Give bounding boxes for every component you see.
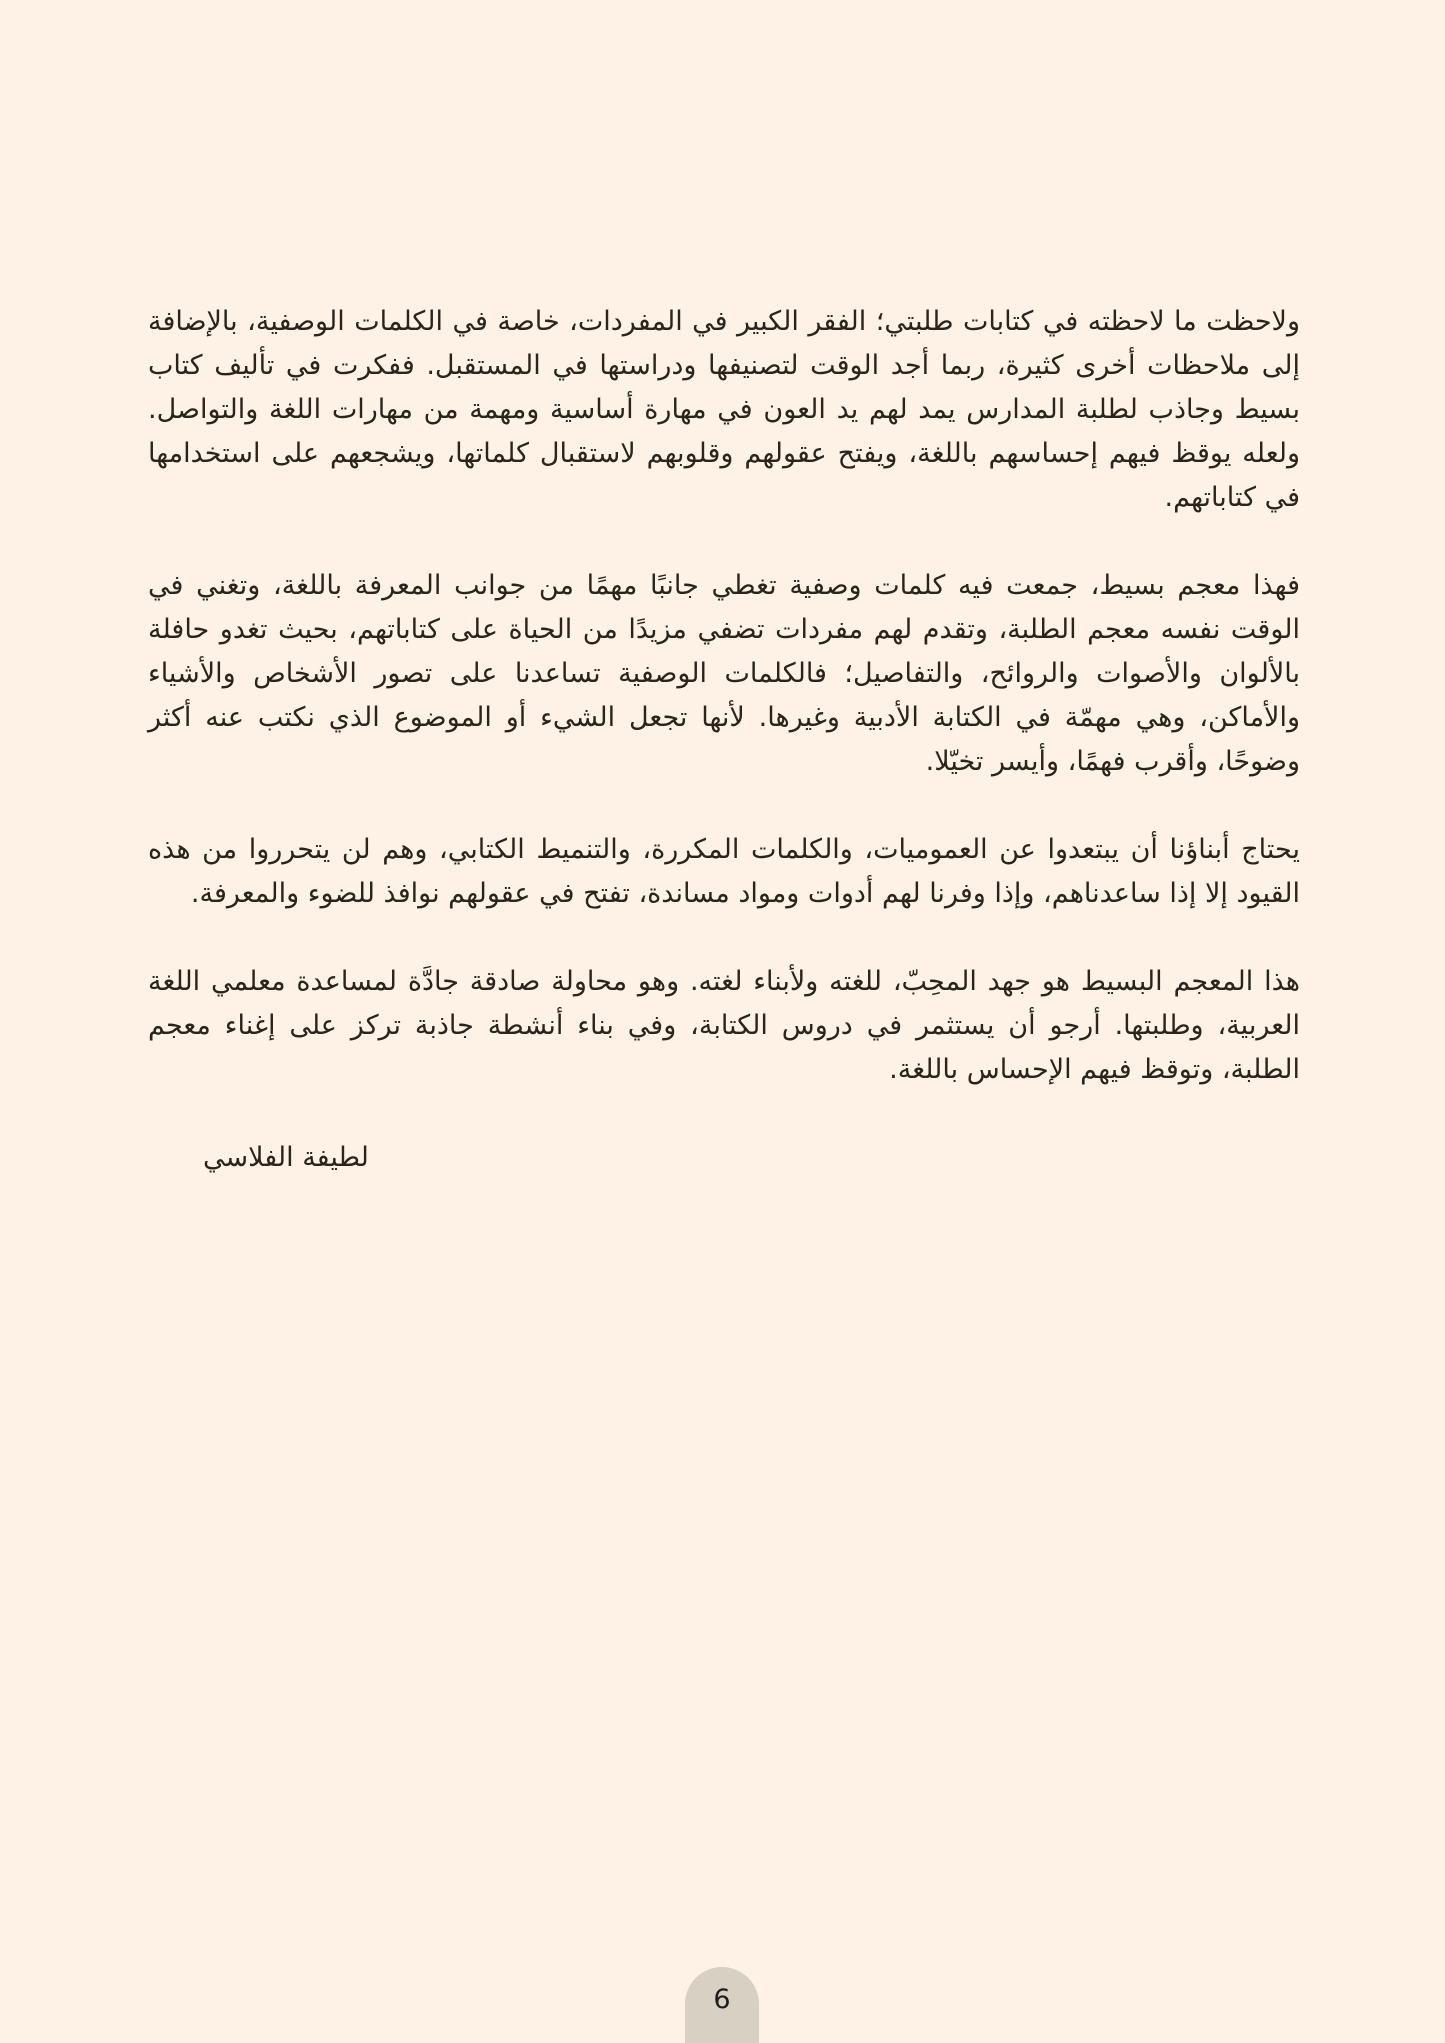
paragraph-4: هذا المعجم البسيط هو جهد المحِبّ، للغته ولأبناء لغته. وهو محاولة صادقة جادَّة لمساعدة معلمي اللغة العربية، وطلبتها. أرجو أن يستثمر في دروس الكتابة، وفي بناء أنشطة جاذبة تركز على إغناء معجم الطلبة، وتوقظ فيهم الإحساس باللغة. bbox=[148, 966, 1300, 1085]
author-signature: لطيفة الفلاسي bbox=[203, 1142, 369, 1173]
paragraph-2: فهذا معجم بسيط، جمعت فيه كلمات وصفية تغطي جانبًا مهمًا من جوانب المعرفة باللغة، وتغني في الوقت نفسه معجم الطلبة، وتقدم لهم مفردات تضفي مزيدًا من الحياة على كتاباتهم، بحيث تغدو حافلة بالألوان والأصوات والروائح، والتفاصيل؛ فالكلمات الوصفية تساعدنا على تصور الأشخاص والأشياء والأماكن، وهي مهمّة في الكتابة الأدبية وغيرها. لأنها تجعل الشيء أو الموضوع الذي نكتب عنه أكثر وضوحًا، وأقرب فهمًا، وأيسر تخيّلا. bbox=[148, 570, 1300, 777]
page-number-tab bbox=[685, 1967, 759, 2043]
page-number: 6 bbox=[713, 1984, 731, 2015]
paragraph-3: يحتاج أبناؤنا أن يبتعدوا عن العموميات، والكلمات المكررة، والتنميط الكتابي، وهم لن يتحرروا من هذه القيود إلا إذا ساعدناهم، وإذا وفرنا لهم أدوات ومواد مساندة، تفتح في عقولهم نوافذ للضوء والمعرفة. bbox=[148, 834, 1300, 909]
paragraph-1: ولاحظت ما لاحظته في كتابات طلبتي؛ الفقر الكبير في المفردات، خاصة في الكلمات الوصفية، بالإضافة إلى ملاحظات أخرى كثيرة، ربما أجد الوقت لتصنيفها ودراستها في المستقبل. ففكرت في تأليف كتاب بسيط وجاذب لطلبة المدارس يمد لهم يد العون في مهارة أساسية ومهمة من مهارات اللغة والتواصل. ولعله يوقظ فيهم إحساسهم باللغة، ويفتح عقولهم وقلوبهم لاستقبال كلماتها، ويشجعهم على استخدامها في كتاباتهم. bbox=[148, 306, 1300, 513]
preface-text-block bbox=[148, 300, 1300, 1180]
